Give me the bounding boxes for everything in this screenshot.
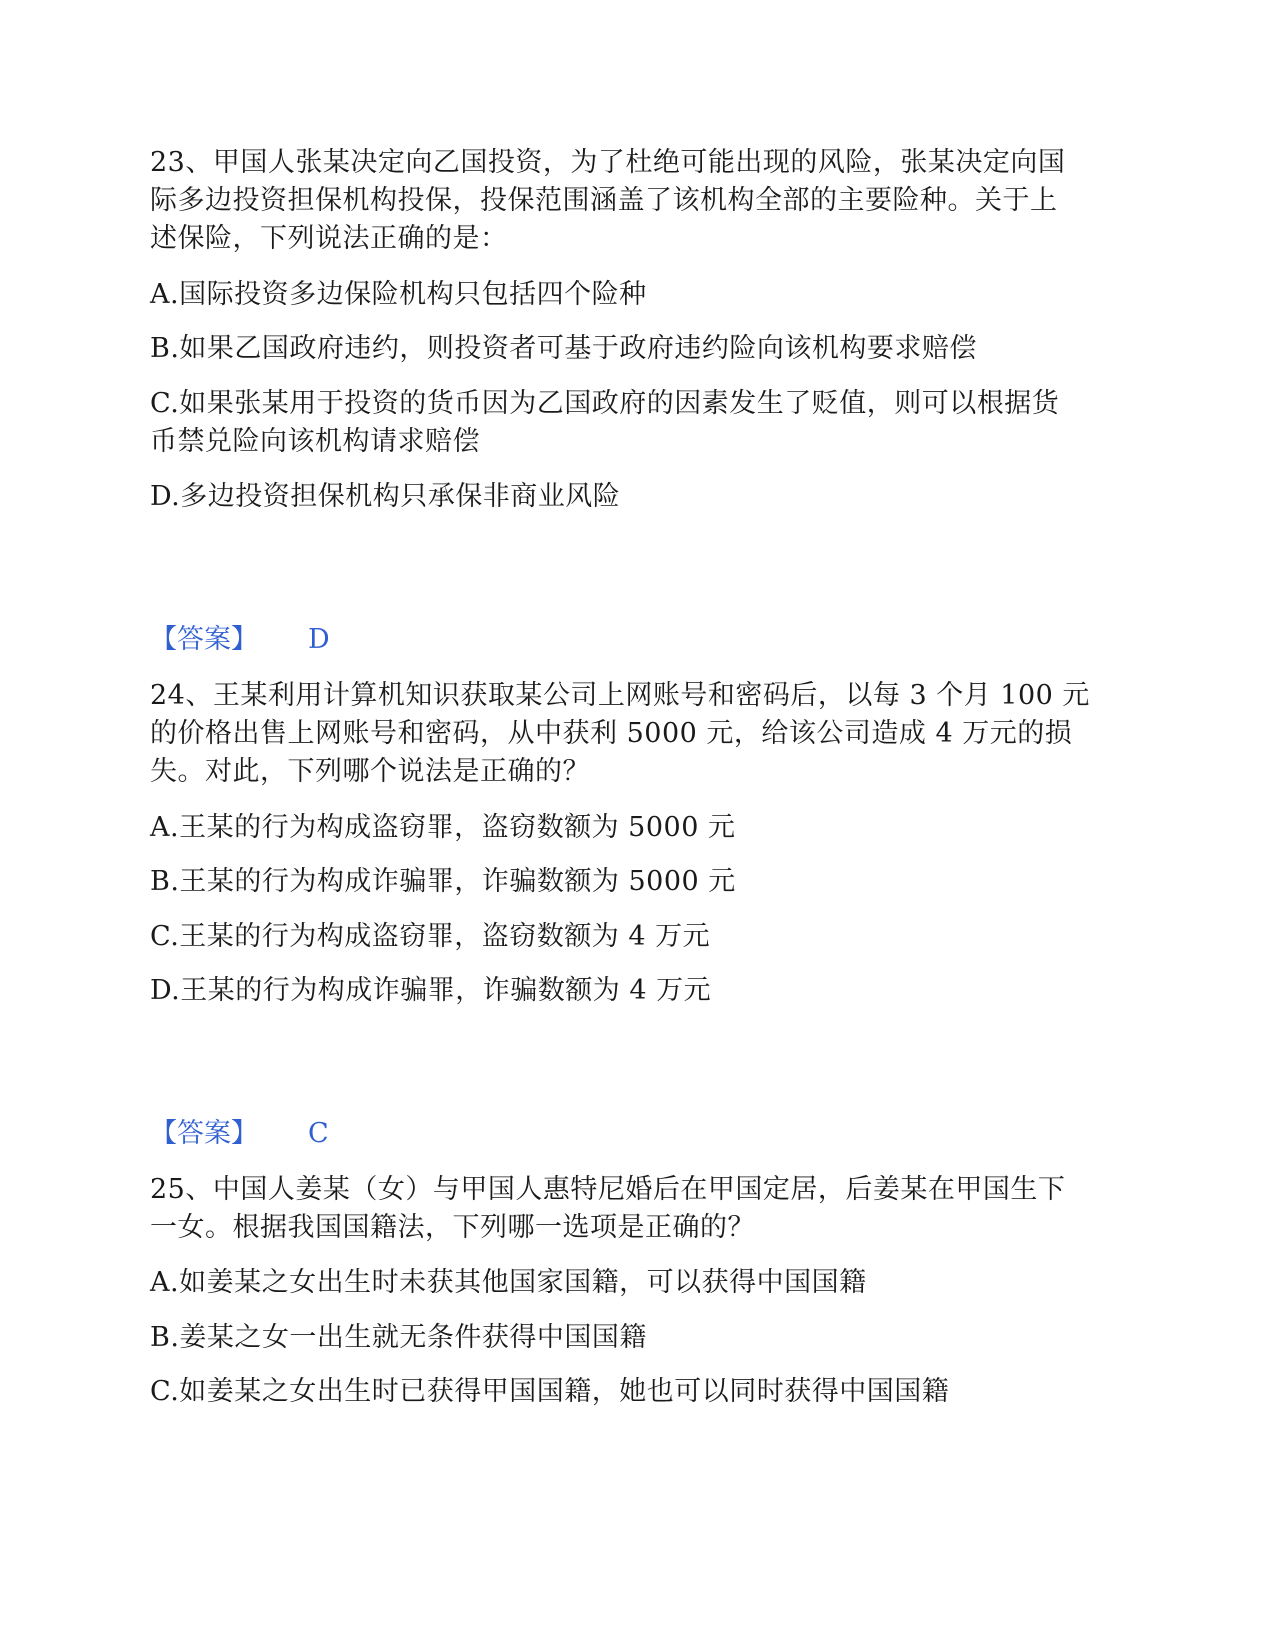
q23-option-b: B.如果乙国政府违约，则投资者可基于政府违约险向该机构要求赔偿: [150, 333, 977, 364]
q24-answer: [150, 1114, 329, 1154]
q25-stem-line-1: 25、中国人姜某（女）与甲国人惠特尼婚后在甲国定居，后姜某在甲国生下: [150, 1174, 1066, 1205]
q24-stem-line-3: 失。对此，下列哪个说法是正确的？: [150, 756, 590, 787]
q23-stem-line-3: 述保险，下列说法正确的是：: [150, 223, 508, 254]
q24-stem-line-1: 24、王某利用计算机知识获取某公司上网账号和密码后，以每 3 个月 100 元: [150, 680, 1090, 711]
q24-option-b: B.王某的行为构成诈骗罪，诈骗数额为 5000 元: [150, 866, 736, 897]
answer-value: D: [308, 624, 330, 655]
q23-stem-line-1: 23、甲国人张某决定向乙国投资，为了杜绝可能出现的风险，张某决定向国: [150, 147, 1066, 178]
answer-label: 【答案】: [150, 1118, 258, 1149]
answer-label: 【答案】: [150, 624, 258, 655]
q25-option-b: B.姜某之女一出生就无条件获得中国国籍: [150, 1322, 647, 1353]
answer-value: C: [308, 1118, 329, 1149]
q24-option-a: A.王某的行为构成盗窃罪，盗窃数额为 5000 元: [150, 812, 736, 843]
q23-stem-line-2: 际多边投资担保机构投保，投保范围涵盖了该机构全部的主要险种。关于上: [150, 185, 1058, 216]
q24-stem-line-2: 的价格出售上网账号和密码，从中获利 5000 元，给该公司造成 4 万元的损: [150, 718, 1073, 749]
q23-answer: [150, 620, 330, 660]
q24-option-c: C.王某的行为构成盗窃罪，盗窃数额为 4 万元: [150, 921, 711, 952]
q25-option-c: C.如姜某之女出生时已获得甲国国籍，她也可以同时获得中国国籍: [150, 1376, 950, 1407]
q23-option-a: A.国际投资多边保险机构只包括四个险种: [150, 279, 647, 310]
q23-option-c-line-1: C.如果张某用于投资的货币因为乙国政府的因素发生了贬值，则可以根据货: [150, 388, 1060, 419]
q23-option-d: D.多边投资担保机构只承保非商业风险: [150, 481, 621, 512]
q25-option-a: A.如姜某之女出生时未获其他国家国籍，可以获得中国国籍: [150, 1267, 867, 1298]
q25-stem-line-2: 一女。根据我国国籍法，下列哪一选项是正确的？: [150, 1212, 755, 1243]
q23-option-c-line-2: 币禁兑险向该机构请求赔偿: [150, 426, 480, 457]
q24-option-d: D.王某的行为构成诈骗罪，诈骗数额为 4 万元: [150, 975, 712, 1006]
